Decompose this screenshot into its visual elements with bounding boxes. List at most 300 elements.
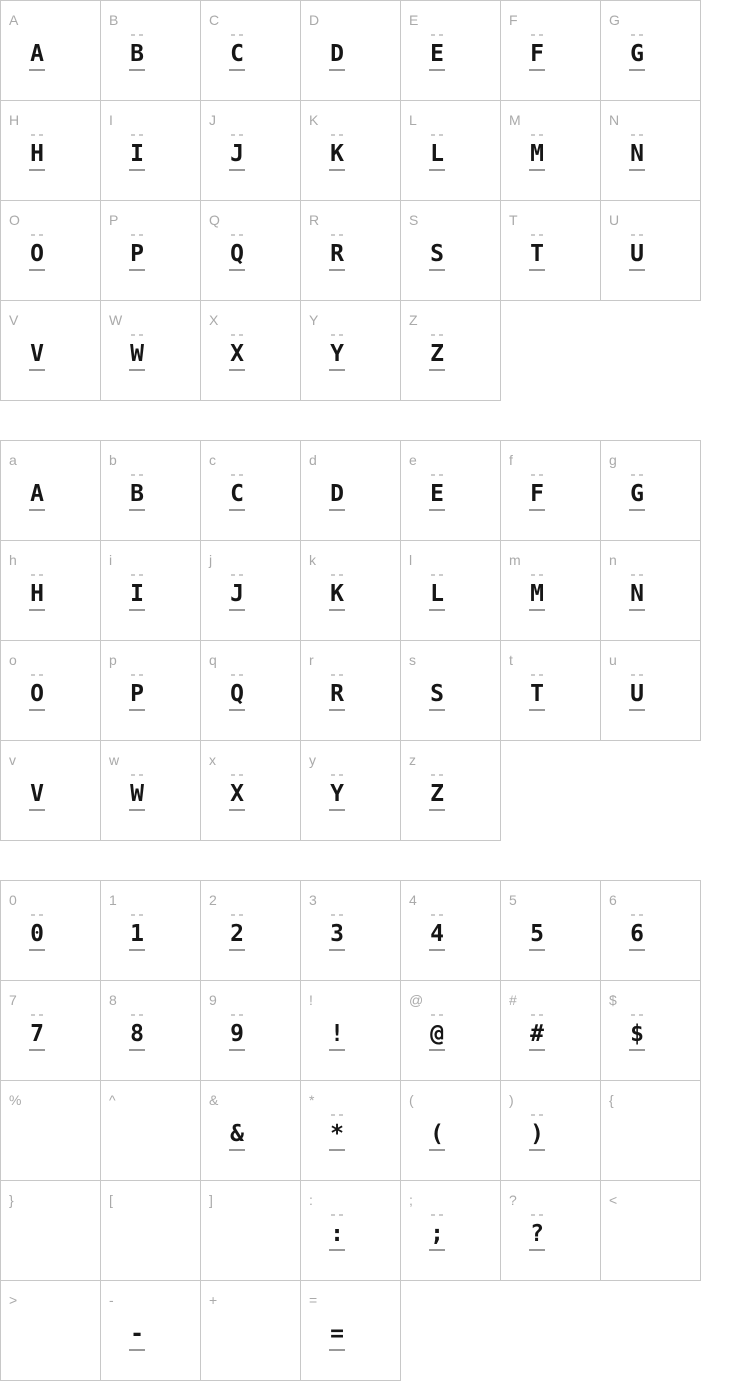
glyph-baseline-underline (29, 609, 45, 611)
cell-label: 7 (9, 992, 17, 1008)
glyph-top-marks-icon (1, 574, 73, 576)
dash-icon (531, 134, 535, 136)
dash-icon (339, 914, 343, 916)
glyph-top-marks-icon (501, 234, 573, 236)
dash-icon (131, 134, 135, 136)
glyph-baseline-underline (429, 709, 445, 711)
cell-label: L (409, 112, 417, 128)
dash-icon (239, 334, 243, 336)
glyph-cell (401, 981, 501, 1081)
glyph-cell (101, 440, 201, 541)
glyph-cell (201, 1181, 301, 1281)
glyph-cell (501, 981, 601, 1081)
glyph-top-marks-icon (501, 574, 573, 576)
cell-label: S (409, 212, 419, 228)
dash-icon (631, 34, 635, 36)
glyph-preview: T (530, 681, 544, 707)
glyph-baseline-underline (29, 369, 45, 371)
dash-icon (639, 1014, 643, 1016)
dash-icon (631, 674, 635, 676)
glyph-baseline-underline (329, 269, 345, 271)
glyph-preview: Y (330, 341, 344, 367)
cell-label: d (309, 452, 317, 468)
glyph-baseline-underline (529, 609, 545, 611)
glyph-baseline-underline (329, 949, 345, 951)
glyph-preview: I (130, 141, 144, 167)
glyph-cell (101, 1181, 201, 1281)
dash-icon (239, 674, 243, 676)
glyph-preview: X (230, 341, 244, 367)
cell-label: 3 (309, 892, 317, 908)
glyph-top-marks-icon (101, 574, 173, 576)
glyph-top-marks-icon (401, 34, 473, 36)
glyph-top-marks-icon (301, 914, 373, 916)
glyph-baseline-underline (229, 1049, 245, 1051)
cell-label: q (209, 652, 217, 668)
cell-label: o (9, 652, 17, 668)
glyph-cell (0, 101, 101, 201)
glyph-cell (601, 1081, 701, 1181)
glyph-top-marks-icon (601, 134, 673, 136)
glyph-cell (101, 981, 201, 1081)
dash-icon (539, 674, 543, 676)
dash-icon (131, 574, 135, 576)
glyph-preview: G (630, 41, 644, 67)
glyph-baseline-underline (229, 1149, 245, 1151)
glyph-cell (0, 1181, 101, 1281)
dash-icon (639, 574, 643, 576)
glyph-preview: K (330, 141, 344, 167)
dash-icon (431, 574, 435, 576)
cell-label: r (309, 652, 314, 668)
glyph-baseline-underline (529, 949, 545, 951)
dash-icon (139, 234, 143, 236)
glyph-top-marks-icon (201, 334, 273, 336)
glyph-baseline-underline (429, 269, 445, 271)
glyph-cell (0, 641, 101, 741)
glyph-cell (201, 981, 301, 1081)
glyph-top-marks-icon (501, 34, 573, 36)
glyph-top-marks-icon (601, 914, 673, 916)
glyph-cell (0, 440, 101, 541)
glyph-baseline-underline (329, 1049, 345, 1051)
glyph-cell (401, 440, 501, 541)
glyph-baseline-underline (429, 509, 445, 511)
dash-icon (639, 234, 643, 236)
dash-icon (431, 134, 435, 136)
cell-label: B (109, 12, 119, 28)
glyph-top-marks-icon (201, 574, 273, 576)
glyph-top-marks-icon (301, 674, 373, 676)
glyph-cell (101, 101, 201, 201)
glyph-baseline-underline (229, 369, 245, 371)
cell-label: < (609, 1192, 618, 1208)
glyph-cell (301, 201, 401, 301)
glyph-baseline-underline (229, 709, 245, 711)
cell-label: O (9, 212, 20, 228)
dash-icon (539, 234, 543, 236)
glyph-cell (301, 880, 401, 981)
cell-label: g (609, 452, 617, 468)
glyph-cell (201, 641, 301, 741)
dash-icon (631, 574, 635, 576)
dash-icon (39, 574, 43, 576)
dash-icon (439, 574, 443, 576)
glyph-baseline-underline (629, 609, 645, 611)
glyph-cell (0, 880, 101, 981)
cell-label: D (309, 12, 320, 28)
glyph-baseline-underline (429, 1249, 445, 1251)
cell-label: u (609, 652, 617, 668)
charmap-row (0, 201, 740, 301)
glyph-top-marks-icon (201, 914, 273, 916)
glyph-baseline-underline (29, 1049, 45, 1051)
glyph-baseline-underline (529, 1049, 545, 1051)
glyph-cell (101, 880, 201, 981)
glyph-baseline-underline (429, 949, 445, 951)
glyph-top-marks-icon (1, 914, 73, 916)
glyph-preview: Q (230, 241, 244, 267)
glyph-preview: Y (330, 781, 344, 807)
glyph-baseline-underline (129, 949, 145, 951)
charmap-row (0, 301, 740, 401)
glyph-preview: ; (430, 1221, 444, 1247)
glyph-top-marks-icon (301, 1214, 373, 1216)
glyph-preview: C (230, 481, 244, 507)
glyph-preview: R (330, 681, 344, 707)
dash-icon (531, 574, 535, 576)
dash-icon (139, 674, 143, 676)
glyph-cell (0, 981, 101, 1081)
cell-label: I (109, 112, 113, 128)
glyph-preview: I (130, 581, 144, 607)
glyph-preview: 2 (230, 921, 244, 947)
glyph-cell (201, 1081, 301, 1181)
cell-label: E (409, 12, 419, 28)
charmap-row (0, 741, 740, 841)
glyph-cell (401, 1081, 501, 1181)
glyph-baseline-underline (29, 809, 45, 811)
dash-icon (639, 134, 643, 136)
cell-label: R (309, 212, 320, 228)
charmap-table-lowercase (0, 440, 740, 841)
glyph-cell (601, 201, 701, 301)
cell-label: 1 (109, 892, 117, 908)
glyph-top-marks-icon (301, 574, 373, 576)
cell-label: X (209, 312, 219, 328)
cell-label: % (9, 1092, 22, 1108)
glyph-baseline-underline (529, 1149, 545, 1151)
glyph-preview: D (330, 481, 344, 507)
glyph-baseline-underline (529, 269, 545, 271)
cell-label: V (9, 312, 19, 328)
glyph-baseline-underline (129, 809, 145, 811)
glyph-baseline-underline (129, 1049, 145, 1051)
glyph-baseline-underline (629, 269, 645, 271)
cell-label: T (509, 212, 518, 228)
cell-label: J (209, 112, 216, 128)
glyph-preview: C (230, 41, 244, 67)
glyph-preview: S (430, 681, 444, 707)
glyph-preview: V (30, 781, 44, 807)
dash-icon (231, 34, 235, 36)
glyph-preview: H (30, 581, 44, 607)
glyph-preview: S (430, 241, 444, 267)
dash-icon (131, 34, 135, 36)
glyph-top-marks-icon (1, 674, 73, 676)
dash-icon (339, 774, 343, 776)
glyph-top-marks-icon (301, 334, 373, 336)
cell-label: a (9, 452, 17, 468)
glyph-preview: 8 (130, 1021, 144, 1047)
dash-icon (331, 134, 335, 136)
glyph-cell (101, 201, 201, 301)
glyph-baseline-underline (29, 169, 45, 171)
glyph-cell (301, 440, 401, 541)
dash-icon (531, 234, 535, 236)
dash-icon (231, 334, 235, 336)
dash-icon (139, 134, 143, 136)
cell-label: ] (209, 1192, 213, 1208)
cell-label: ! (309, 992, 313, 1008)
glyph-top-marks-icon (201, 474, 273, 476)
dash-icon (639, 474, 643, 476)
dash-icon (339, 234, 343, 236)
cell-label: w (109, 752, 120, 768)
glyph-top-marks-icon (1, 234, 73, 236)
dash-icon (531, 674, 535, 676)
glyph-baseline-underline (29, 69, 45, 71)
dash-icon (131, 334, 135, 336)
dash-icon (339, 134, 343, 136)
dash-icon (131, 474, 135, 476)
glyph-baseline-underline (229, 609, 245, 611)
cell-label: n (609, 552, 617, 568)
dash-icon (339, 1114, 343, 1116)
dash-icon (139, 914, 143, 916)
dash-icon (139, 574, 143, 576)
dash-icon (331, 1214, 335, 1216)
dash-icon (439, 1014, 443, 1016)
glyph-preview: * (330, 1121, 344, 1147)
dash-icon (431, 34, 435, 36)
glyph-baseline-underline (329, 369, 345, 371)
dash-icon (339, 1214, 343, 1216)
dash-icon (539, 1114, 543, 1116)
cell-label: P (109, 212, 119, 228)
cell-label: 6 (609, 892, 617, 908)
cell-label: > (9, 1292, 18, 1308)
dash-icon (39, 134, 43, 136)
glyph-cell (301, 301, 401, 401)
dash-icon (239, 34, 243, 36)
dash-icon (439, 914, 443, 916)
glyph-baseline-underline (129, 69, 145, 71)
glyph-baseline-underline (129, 709, 145, 711)
cell-label: } (9, 1192, 14, 1208)
glyph-top-marks-icon (101, 1014, 173, 1016)
dash-icon (539, 474, 543, 476)
glyph-preview: D (330, 41, 344, 67)
glyph-cell (501, 1081, 601, 1181)
cell-label: Q (209, 212, 220, 228)
dash-icon (539, 574, 543, 576)
glyph-top-marks-icon (101, 134, 173, 136)
dash-icon (431, 1214, 435, 1216)
glyph-top-marks-icon (301, 1114, 373, 1116)
cell-label: + (209, 1292, 218, 1308)
dash-icon (231, 914, 235, 916)
dash-icon (131, 234, 135, 236)
glyph-top-marks-icon (401, 914, 473, 916)
glyph-baseline-underline (629, 1049, 645, 1051)
glyph-baseline-underline (329, 1349, 345, 1351)
glyph-cell (101, 741, 201, 841)
glyph-cell (401, 1181, 501, 1281)
charmap-table-uppercase (0, 0, 740, 401)
glyph-cell (401, 301, 501, 401)
dash-icon (631, 474, 635, 476)
glyph-preview: L (430, 141, 444, 167)
glyph-cell (601, 440, 701, 541)
dash-icon (139, 474, 143, 476)
glyph-baseline-underline (629, 709, 645, 711)
glyph-cell (501, 880, 601, 981)
dash-icon (31, 1014, 35, 1016)
glyph-preview: R (330, 241, 344, 267)
dash-icon (31, 574, 35, 576)
cell-label: 4 (409, 892, 417, 908)
glyph-cell (201, 440, 301, 541)
glyph-top-marks-icon (201, 134, 273, 136)
glyph-cell (301, 1081, 401, 1181)
glyph-baseline-underline (129, 1349, 145, 1351)
glyph-cell (501, 201, 601, 301)
dash-icon (439, 334, 443, 336)
glyph-preview: M (530, 581, 544, 607)
glyph-baseline-underline (529, 69, 545, 71)
glyph-preview: W (130, 781, 144, 807)
glyph-preview: & (230, 1121, 244, 1147)
glyph-preview: T (530, 241, 544, 267)
cell-label: 9 (209, 992, 217, 1008)
cell-label: F (509, 12, 518, 28)
glyph-baseline-underline (429, 809, 445, 811)
glyph-top-marks-icon (501, 674, 573, 676)
cell-label: 2 (209, 892, 217, 908)
glyph-baseline-underline (629, 949, 645, 951)
glyph-cell (301, 641, 401, 741)
cell-label: ; (409, 1192, 413, 1208)
glyph-baseline-underline (129, 369, 145, 371)
dash-icon (139, 334, 143, 336)
glyph-cell (501, 1181, 601, 1281)
cell-label: K (309, 112, 319, 128)
glyph-cell (401, 201, 501, 301)
dash-icon (339, 674, 343, 676)
glyph-baseline-underline (429, 169, 445, 171)
glyph-top-marks-icon (601, 674, 673, 676)
glyph-cell (201, 301, 301, 401)
glyph-preview: Q (230, 681, 244, 707)
glyph-baseline-underline (529, 1249, 545, 1251)
glyph-top-marks-icon (101, 674, 173, 676)
dash-icon (431, 1014, 435, 1016)
dash-icon (131, 1014, 135, 1016)
dash-icon (239, 574, 243, 576)
glyph-preview: 7 (30, 1021, 44, 1047)
glyph-baseline-underline (29, 709, 45, 711)
dash-icon (31, 914, 35, 916)
glyph-top-marks-icon (501, 1014, 573, 1016)
cell-label: y (309, 752, 316, 768)
glyph-preview: 1 (130, 921, 144, 947)
glyph-top-marks-icon (101, 334, 173, 336)
dash-icon (539, 34, 543, 36)
cell-label: A (9, 12, 19, 28)
glyph-baseline-underline (529, 169, 545, 171)
glyph-cell (301, 1181, 401, 1281)
cell-label: ? (509, 1192, 517, 1208)
glyph-cell (201, 101, 301, 201)
glyph-baseline-underline (129, 509, 145, 511)
charmap-row (0, 880, 740, 981)
cell-label: 5 (509, 892, 517, 908)
cell-label: W (109, 312, 123, 328)
glyph-cell (601, 641, 701, 741)
dash-icon (439, 474, 443, 476)
glyph-preview: F (530, 481, 544, 507)
glyph-cell (101, 1081, 201, 1181)
cell-label: ^ (109, 1092, 116, 1108)
glyph-top-marks-icon (601, 234, 673, 236)
cell-label: H (9, 112, 20, 128)
dash-icon (31, 674, 35, 676)
dash-icon (531, 1114, 535, 1116)
glyph-top-marks-icon (101, 774, 173, 776)
glyph-preview: K (330, 581, 344, 607)
charmap-row (0, 440, 740, 541)
glyph-cell (601, 1181, 701, 1281)
glyph-preview: @ (430, 1021, 444, 1047)
glyph-baseline-underline (329, 709, 345, 711)
dash-icon (239, 774, 243, 776)
glyph-baseline-underline (529, 709, 545, 711)
cell-label: * (309, 1092, 315, 1108)
dash-icon (239, 1014, 243, 1016)
glyph-baseline-underline (629, 69, 645, 71)
glyph-baseline-underline (29, 269, 45, 271)
glyph-baseline-underline (429, 69, 445, 71)
dash-icon (139, 774, 143, 776)
glyph-preview: Z (430, 781, 444, 807)
dash-icon (531, 1014, 535, 1016)
cell-label: ) (509, 1092, 514, 1108)
glyph-preview: A (30, 481, 44, 507)
glyph-preview: J (230, 581, 244, 607)
dash-icon (39, 1014, 43, 1016)
charmap-table-numbers-symbols (0, 880, 740, 1381)
glyph-baseline-underline (329, 69, 345, 71)
cell-label: t (509, 652, 513, 668)
glyph-preview: M (530, 141, 544, 167)
glyph-cell (401, 541, 501, 641)
glyph-cell (101, 1281, 201, 1381)
glyph-top-marks-icon (101, 914, 173, 916)
glyph-cell (201, 201, 301, 301)
cell-label: M (509, 112, 521, 128)
dash-icon (339, 574, 343, 576)
